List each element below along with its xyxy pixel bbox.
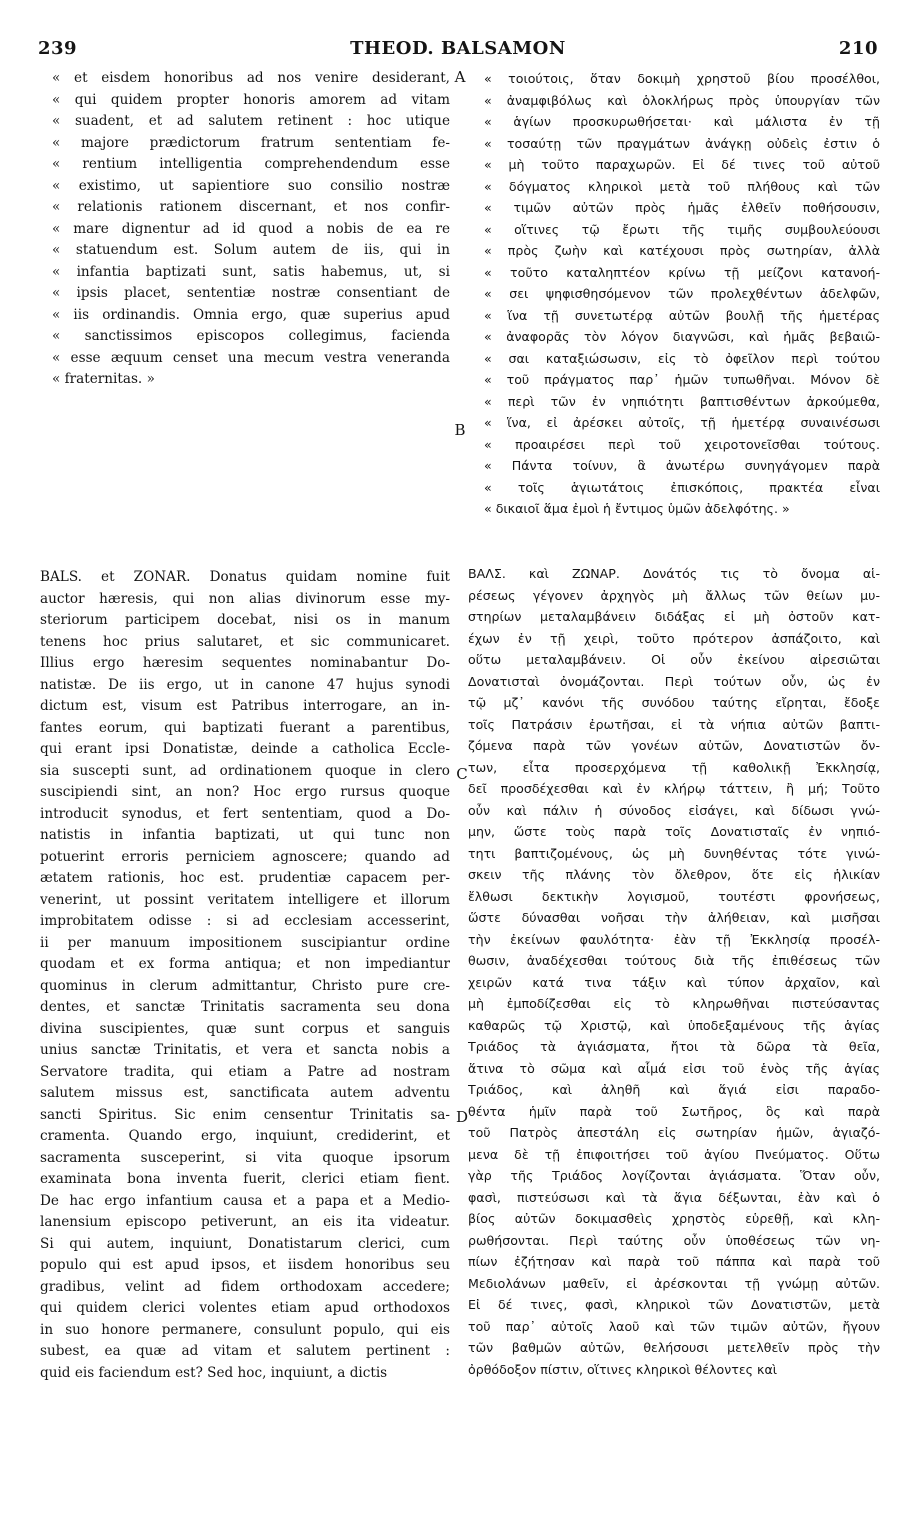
text-line: « ἀναφορᾶς τὸν λόγον διαγνῶσι, καὶ ἡμᾶς βεβαιῶ-	[484, 329, 880, 344]
text-line: « σαι καταξιώσωσιν, εἰς τὸ ὀφεῖλον περὶ τούτου	[484, 350, 880, 366]
text-line: De hac ergo infantium causa et a papa et a Medio-	[40, 1192, 450, 1209]
text-line: steriorum participem docebat, nisi os in manum	[40, 612, 450, 628]
text-line: « iis ordinandis. Omnia ergo, quæ superius apud	[52, 306, 450, 323]
text-line: μην, ὥστε τοὺς παρὰ τοῖς Δονατισταῖς ἐν νηπιό-	[468, 824, 880, 839]
latin-column-top	[52, 68, 450, 391]
text-line: τοῖς Πατράσιν ἐρωτῆσαι, εἰ τὰ νήπια αὐτῶν βαπτι-	[468, 716, 880, 732]
text-line: in suo honore permanere, consulunt populo, qui eis	[40, 1321, 450, 1338]
text-line: dentes, et sanctæ Trinitatis sacramenta seu dona	[40, 999, 450, 1015]
text-line: τῶν βαθμῶν αὐτῶν, θελήσουσι μετελθεῖν πρὸς τὴν	[468, 1340, 880, 1355]
text-line: natistis in infantia baptizati, ut qui tunc non	[40, 827, 450, 843]
text-line: « relationis rationem discernant, et nos confir-	[52, 199, 450, 215]
text-line: « δόγματος κληρικοὶ μετὰ τοῦ πλήθους καὶ τῶν	[484, 178, 880, 194]
text-line: improbitatem odisse : si ad ecclesiam accesserint,	[40, 913, 450, 929]
text-line: « μὴ τοῦτο παραχωρῶν. Εἰ δέ τινες τοῦ αὐτοῦ	[484, 157, 880, 172]
text-line: ἔλθωσι δεκτικὴν λογισμοῦ, τουτέστι φρονήσεως,	[468, 888, 880, 904]
text-line: « suadent, et ad salutem retinent : hoc utique	[52, 113, 450, 129]
text-line: στηρίων μεταλαμβάνειν διδάξας εἰ μὴ ὀστοῦν κατ-	[468, 609, 880, 624]
text-line: οὕτω μεταλαμβάνειν. Οἱ οὖν ἐκείνου αἱρεσιῶται	[468, 652, 880, 667]
text-line: μενα δὲ τῇ ἐπιφοιτήσει τοῦ ἁγίου Πνεύματος. Οὕτω	[468, 1146, 880, 1162]
text-line: fantes eorum, qui baptizati fuerant a parentibus,	[40, 719, 450, 736]
text-line: potuerint erroris perniciem agnoscere; quando ad	[40, 848, 450, 865]
text-line: « οἵτινες τῷ ἔρωτι τῆς τιμῆς συμβουλεύουσι	[484, 221, 880, 237]
text-line: dictum est, visum est Patribus interrogare, an in-	[40, 698, 450, 714]
text-line: βίος αὐτῶν δοκιμασθεὶς χρηστὸς εὑρεθῇ, καὶ κλη-	[468, 1211, 880, 1226]
text-line: θωσιν, ἀναδέχεσθαι τούτους διὰ τῆς ἐπιθέσεως τῶν	[468, 953, 880, 968]
text-line: « ἀναμφιβόλως καὶ ὁλοκλήρως πρὸς ὑπουργίαν τῶν	[484, 92, 880, 108]
text-line: qui quidem clerici volentes etiam apud orthodoxos	[40, 1300, 450, 1316]
text-line: qui erant ipsi Donatistæ, deinde a catholica Eccle-	[40, 741, 450, 757]
running-title: THEOD. BALSAMON	[350, 38, 566, 59]
text-line: ii per manuum impositionem suscipiantur ordine	[40, 934, 450, 951]
text-line: « rentium intelligentia comprehendendum esse	[52, 156, 450, 172]
text-line: BALS. et ZONAR. Donatus quidam nomine fuit	[40, 569, 450, 585]
text-line: Τριάδος, καὶ ἀληθῆ καὶ ἅγιά εἰσι παραδο-	[468, 1082, 880, 1097]
text-line: divina suscipientes, quæ sunt corpus et sanguis	[40, 1020, 450, 1037]
text-line: ætatem rationis, hoc est. prudentiæ capacem per-	[40, 870, 450, 886]
greek-column-top	[484, 68, 880, 520]
text-line: « τιμῶν αὐτῶν πρὸς ἡμᾶς ἐλθεῖν ποθήσουσιν,	[484, 200, 880, 215]
section-marker-a: A	[454, 68, 466, 86]
text-line: Τριάδος τὰ ἁγιάσματα, ἤτοι τὰ δῶρα τὰ θεῖα,	[468, 1039, 880, 1054]
text-line: « existimo, ut sapientiore suo consilio nostræ	[52, 177, 450, 194]
text-line: « τοσαύτῃ τῶν πραγμάτων ἀνάγκῃ οὐδεὶς ἐστιν ὁ	[484, 135, 880, 151]
text-line: τητι βαπτιζομένους, ὡς μὴ δυνηθέντας τότε γινώ-	[468, 845, 880, 861]
text-line: cramenta. Quando ergo, inquiunt, crediderint, et	[40, 1128, 450, 1144]
text-line: sacramenta susceperint, si vita quoque ipsorum	[40, 1149, 450, 1166]
greek-column-bottom	[468, 563, 880, 1380]
text-line: χειρῶν κατά τινα τάξιν καὶ τύπον ἀρχαῖον, καὶ	[468, 974, 880, 990]
text-line: unius sanctæ Trinitatis, et vera et sancta nobis a	[40, 1042, 450, 1058]
text-line: Μεδιολάνων μαθεῖν, εἰ ἀρέσκονται τῇ γνώμῃ αὐτῶν.	[468, 1275, 880, 1291]
text-line: salutem missus est, sanctificata autem adventu	[40, 1085, 450, 1101]
text-line: « majore prædictorum fratrum sententiam fe-	[52, 134, 450, 151]
text-line: τοῦ Πατρὸς ἀπεστάλη εἰς σωτηρίαν ἡμῶν, ἁγιαζό-	[468, 1125, 880, 1140]
text-line: « sanctissimos episcopos collegimus, facienda	[52, 328, 450, 344]
text-line: καθαρῶς τῷ Χριστῷ, καὶ ὑποδεξαμένους τῆς ἁγίας	[468, 1017, 880, 1033]
text-line: ἅτινα τὸ σῶμα καὶ αἷμά εἰσι τοῦ ἑνὸς τῆς ἁγίας	[468, 1060, 880, 1076]
text-line: έχων ἐν τῇ χειρὶ, τοῦτο πρότερον ἀσπάζοιτο, καὶ	[468, 630, 880, 646]
text-line: δεῖ προσδέχεσθαι καὶ ἐν κλήρῳ τάττειν, ἢ μή; Τοῦτο	[468, 781, 880, 796]
text-line: subest, ea quæ ad vitam et salutem pertinent :	[40, 1343, 450, 1359]
text-line: « τοῖς ἁγιωτάτοις ἐπισκόποις, πρακτέα εἶναι	[484, 479, 880, 495]
text-line: τοῦ παρ᾽ αὐτοῖς λαοῦ καὶ τῶν τιμῶν αὐτῶν, ἤγουν	[468, 1318, 880, 1334]
text-line: gradibus, velint ad fidem orthodoxam accedere;	[40, 1278, 450, 1295]
text-line: μὴ ἐμποδίζεσθαι εἰς τὸ κληρωθῆναι πιστεύσαντας	[468, 996, 880, 1011]
latin-column-bottom	[40, 567, 450, 1384]
text-line: Servatore tradita, qui etiam a Patre ad nostram	[40, 1063, 450, 1080]
text-line: sancti Spiritus. Sic enim censentur Trinitatis sa-	[40, 1106, 450, 1123]
text-line: examinata bona inventa fuerit, clerici etiam fient.	[40, 1171, 450, 1187]
section-marker-c: C	[456, 765, 468, 783]
text-line: ρέσεως γέγονεν ἀρχηγὸς μὴ ἄλλως τῶν θείων μυ-	[468, 587, 880, 603]
text-line: « τοῦτο καταληπτέον κρίνω τῇ μείζονι κατανοή-	[484, 264, 880, 280]
text-line: introducit synodus, et fert sententiam, quod a Do-	[40, 805, 450, 822]
text-line: « mare dignentur ad id quod a nobis de ea re	[52, 220, 450, 237]
text-line: « ἵνα, εἰ ἀρέσκει αὐτοῖς, τῇ ἡμετέρᾳ συναινέσωσι	[484, 415, 880, 430]
text-line: « τοῦ πράγματος παρ᾽ ἡμῶν τυπωθῆναι. Μόνον δὲ	[484, 372, 880, 387]
text-line: οὖν καὶ πάλιν ἡ σύνοδος εἰσάγει, καὶ δίδωσι γνώ-	[468, 802, 880, 818]
text-line: « πρὸς ζωὴν καὶ κατέχουσι πρὸς σωτηρίαν, ἀλλὰ	[484, 243, 880, 258]
text-line: τὴν ἐκείνων φαυλότητα· ἐὰν τῇ Ἐκκλησίᾳ προσέλ-	[468, 931, 880, 947]
text-line: « δικαιοῖ ἅμα ἐμοὶ ἡ ἔντιμος ὑμῶν ἀδελφότης. »	[484, 501, 790, 516]
text-line: auctor hæresis, qui non alias divinorum esse my-	[40, 590, 450, 607]
text-line: ΒΑΛΣ. καὶ ΖΩΝΑΡ. Δονάτός τις τὸ ὄνομα αἱ-	[468, 566, 880, 581]
text-line: lanensium episcopo petiverunt, an eis ita videatur.	[40, 1214, 450, 1230]
text-line: ὀρθόδοξον πίστιν, οἵτινες κληρικοὶ θέλοντες καὶ	[468, 1361, 778, 1377]
section-marker-b: B	[454, 421, 466, 439]
text-line: γὰρ τῆς Τριάδος λογίζονται ἁγιάσματα. Ὅταν οὖν,	[468, 1168, 880, 1183]
text-line: « qui quidem propter honoris amorem ad vitam	[52, 91, 450, 108]
text-line: quominus in clerum admittantur, Christo pure cre-	[40, 977, 450, 994]
text-line: ζόμενα παρὰ τῶν γονέων αὐτῶν, Δονατιστῶν ὄν-	[468, 738, 880, 753]
page-number-right: 210	[838, 38, 878, 59]
text-line: « statuendum est. Solum autem de iis, qui in	[52, 242, 450, 258]
text-line: Εἰ δέ τινες, φασὶ, κληρικοὶ τῶν Δονατιστῶν, μετὰ	[468, 1297, 880, 1312]
text-line: « ἁγίων προσκυρωθήσεται· καὶ μάλιστα ἐν τῇ	[484, 114, 880, 129]
text-line: suscipiendi sint, an non? Hoc ergo rursus quoque	[40, 784, 450, 800]
text-line: populo qui est apud ipsos, et iisdem honoribus seu	[40, 1257, 450, 1273]
text-line: natistæ. De iis ergo, ut in canone 47 hujus synodi	[40, 676, 450, 693]
text-line: θέντα ἡμῖν παρὰ τοῦ Σωτῆρος, ὃς καὶ παρὰ	[468, 1103, 880, 1119]
text-line: Δονατισταὶ ὀνομάζονται. Περὶ τούτων οὖν, ὡς ἐν	[468, 673, 880, 689]
text-line: « ἵνα τῇ συνετωτέρᾳ αὐτῶν βουλῇ τῆς ἡμετέρας	[484, 307, 880, 323]
text-line: « et eisdem honoribus ad nos venire desiderant,	[52, 70, 450, 86]
text-line: Si qui autem, inquiunt, Donatistarum clerici, cum	[40, 1235, 450, 1252]
text-line: « fraternitas. »	[52, 371, 155, 387]
text-line: φασὶ, πιστεύσωσι καὶ τὰ ἅγια δέξωνται, ἐὰν καὶ ὁ	[468, 1189, 880, 1205]
text-line: « σει ψηφισθησόμενον τῶν προλεχθέντων ἀδελφῶν,	[484, 286, 880, 301]
text-line: quodam et ex forma antiqua; et non impediantur	[40, 956, 450, 972]
text-line: « ipsis placet, sententiæ nostræ consentiant de	[52, 285, 450, 301]
text-line: « περὶ τῶν ἐν νηπιότητι βαπτισθέντων ἀρκούμεθα,	[484, 393, 880, 409]
text-line: σκειν τῆς πλάνης τὸν ὄλεθρον, ὅτε εἰς ἡλικίαν	[468, 867, 880, 882]
text-line: των, εἶτα προσερχόμενα τῇ καθολικῇ Ἐκκλησίᾳ,	[468, 759, 880, 775]
text-line: ὥστε δύνασθαι νοῆσαι τὴν ἀλήθειαν, καὶ μισῆσαι	[468, 910, 880, 925]
text-line: ρωθήσονται. Περὶ ταύτης οὖν ὑποθέσεως τῶν νη-	[468, 1232, 880, 1248]
text-line: tenens hoc prius salutaret, et sic communicaret.	[40, 633, 450, 650]
text-line: Illius ergo hæresim sequentes nominabantur Do-	[40, 655, 450, 671]
section-marker-d: D	[455, 1108, 469, 1126]
text-line: « προαιρέσει περὶ τοῦ χειροτονεῖσθαι τούτους.	[484, 436, 880, 452]
text-line: πίων ἐζήτησαν καὶ παρὰ τοῦ πάππα καὶ παρὰ τοῦ	[468, 1254, 880, 1269]
text-line: quid eis faciendum est? Sed hoc, inquiunt, a dictis	[40, 1364, 388, 1381]
page-number-left: 239	[38, 38, 78, 59]
text-line: « τοιούτοις, ὅταν δοκιμὴ χρηστοῦ βίου προσέλθοι,	[484, 71, 880, 86]
text-line: « infantia baptizati sunt, satis habemus, ut, si	[52, 263, 450, 280]
text-line: sia suscepti sunt, ad ordinationem quoque in clero	[40, 762, 450, 779]
text-line: « esse æquum censet una mecum vestra veneranda	[52, 349, 450, 366]
page-header	[38, 38, 878, 64]
text-line: « Πάντα τοίνυν, ἃ ἀνωτέρω συνηγάγομεν παρὰ	[484, 458, 880, 473]
text-line: venerint, ut possint veritatem intelligere et illorum	[40, 891, 450, 908]
text-line: τῷ μζ᾽ κανόνι τῆς συνόδου ταύτης εἴρηται, ἔδοξε	[468, 695, 880, 710]
